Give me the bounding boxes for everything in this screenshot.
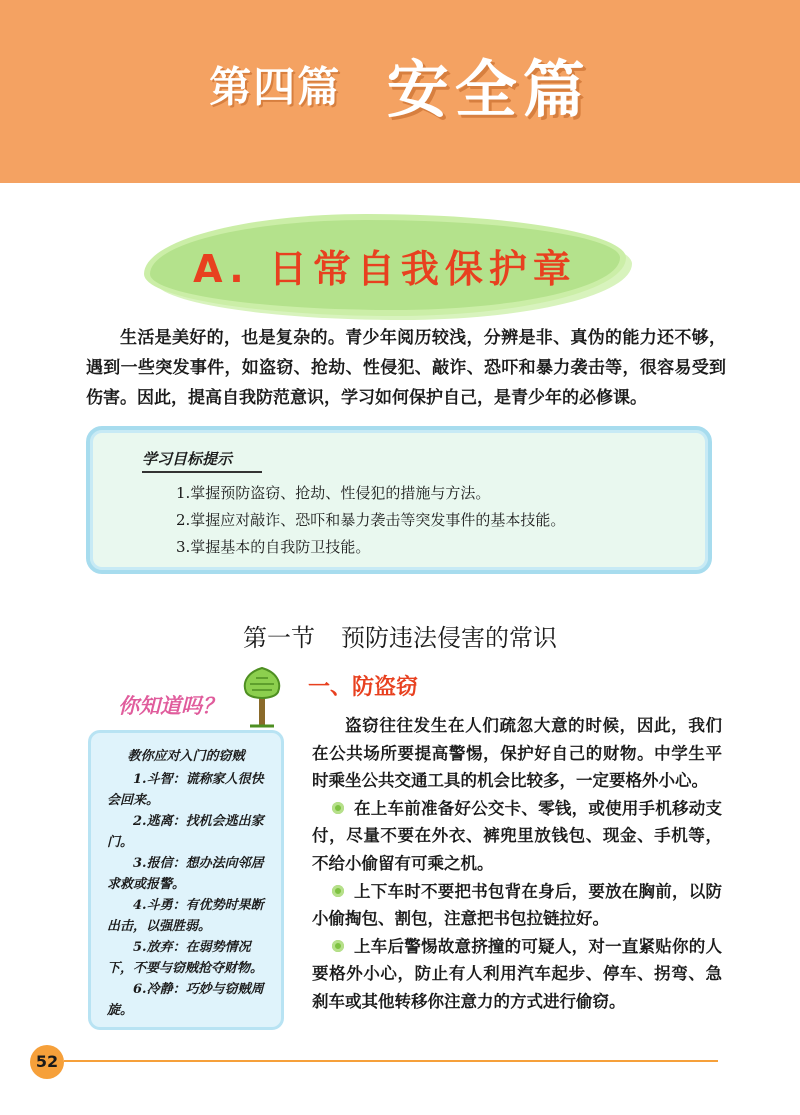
did-you-know-box (88, 730, 284, 1030)
section-number: 第一节 (243, 624, 315, 652)
chapter-badge (150, 220, 620, 310)
green-bullet-icon (332, 802, 344, 814)
section-title (0, 618, 800, 653)
learning-goals-list (176, 480, 565, 561)
page-number: 52 (30, 1045, 64, 1079)
body-text (312, 712, 722, 1016)
body-paragraph: 盗窃往往发生在人们疏忽大意的时候，因此，我们在公共场所要提高警惕，保护好自己的财物。中学生平时乘坐公共交通工具的机会比较多，一定要格外小心。 (312, 716, 722, 791)
tip-item: 2.逃离：找机会逃出家门。 (107, 814, 264, 850)
footer-rule (64, 1060, 718, 1062)
part-label: 第四篇 (209, 62, 342, 112)
goal-item: 1.掌握预防盗窃、抢劫、性侵犯的措施与方法。 (176, 484, 491, 502)
tip-item: 4.斗勇：有优势时果断出击，以强胜弱。 (107, 898, 264, 934)
top-banner (0, 0, 800, 183)
did-you-know-title: 教你应对入门的窃贼 (127, 749, 245, 764)
bullet-paragraph (312, 795, 722, 878)
goal-item: 2.掌握应对敲诈、恐吓和暴力袭击等突发事件的基本技能。 (176, 511, 566, 529)
bullet-text: 上下车时不要把书包背在身后，要放在胸前，以防小偷掏包、割包，注意把书包拉链拉好。 (312, 881, 722, 929)
intro-paragraph: 生活是美好的，也是复杂的。青少年阅历较浅，分辨是非、真伪的能力还不够，遇到一些突发事件，如盗窃、抢劫、性侵犯、敲诈、恐吓和暴力袭击等，很容易受到伤害。因此，提高自我防范意识，学习如何保护自己，是青少年的必修课。 (86, 328, 726, 408)
tip-item: 1.斗智：谎称家人很快会回来。 (107, 772, 264, 808)
part-main-title: 安全篇 (386, 53, 591, 126)
did-you-know-list (107, 769, 275, 1021)
bullet-text: 在上车前准备好公交卡、零钱，或使用手机移动支付，尽量不要在外衣、裤兜里放钱包、现金、手机等，不给小偷留有可乘之机。 (312, 798, 722, 873)
bullet-paragraph (312, 878, 722, 933)
bullet-paragraph (312, 933, 722, 1016)
learning-goals-heading: 学习目标提示 (142, 448, 262, 473)
tip-item: 3.报信：想办法向邻居求救或报警。 (107, 856, 264, 892)
chapter-title: A. 日常自我保护章 (193, 247, 577, 291)
section-name: 预防违法侵害的常识 (341, 624, 557, 652)
tree-icon (240, 666, 284, 732)
goal-item: 3.掌握基本的自我防卫技能。 (176, 538, 371, 556)
part-title (0, 40, 800, 129)
learning-goals-box (86, 426, 712, 574)
bullet-text: 上车后警惕故意挤撞的可疑人，对一直紧贴你的人要格外小心，防止有人利用汽车起步、停车、拐弯、急刹车或其他转移你注意力的方式进行偷窃。 (312, 936, 722, 1011)
green-bullet-icon (332, 940, 344, 952)
did-you-know-header: 你知道吗？ (118, 693, 223, 718)
green-bullet-icon (332, 885, 344, 897)
subsection-title: 一、防盗窃 (308, 675, 419, 700)
tip-item: 5.放弃：在弱势情况下，不要与窃贼抢夺财物。 (107, 940, 264, 976)
tip-item: 6.冷静：巧妙与窃贼周旋。 (107, 982, 264, 1018)
